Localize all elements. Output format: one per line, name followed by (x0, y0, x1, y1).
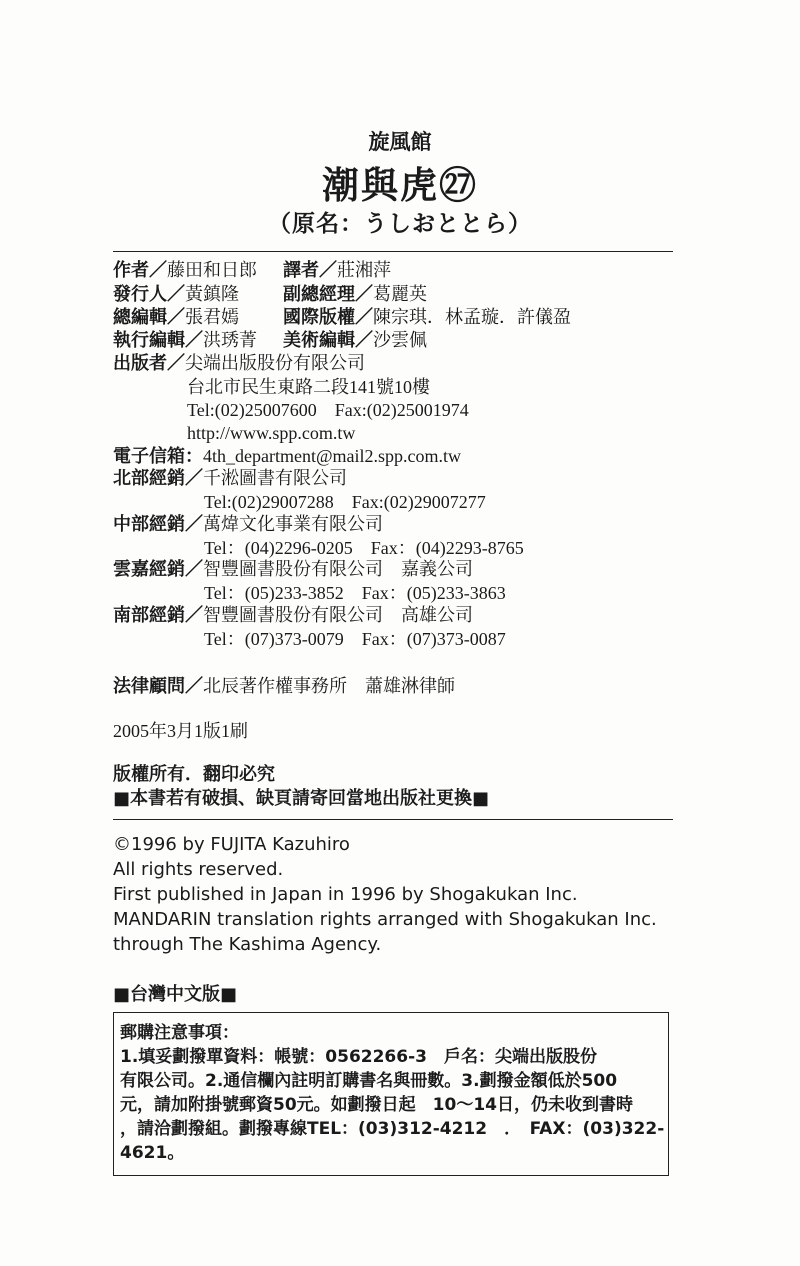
legal-value: 北辰著作權事務所 蕭雄淋律師 (203, 676, 455, 697)
credit-row-publisher (113, 353, 365, 375)
series-name: 旋風館 (368, 130, 432, 154)
mail-order-line-1: 1.填妥劃撥單資料：帳號：0562266-3 戶名：尖端出版股份 (120, 1047, 597, 1067)
publisher-website: http://www.spp.com.tw (187, 423, 356, 443)
taiwan-edition-badge: ■台灣中文版■ (113, 984, 238, 1005)
north-label: 北部經銷／ (113, 468, 203, 489)
central-distributor (113, 514, 383, 536)
north-name: 千淞圖書有限公司 (203, 468, 347, 489)
chief-editor-label: 總編輯／ (113, 307, 185, 328)
exec-editor-value: 洪琇菁 (203, 330, 257, 351)
chiayi-name: 智豐圖書股份有限公司 嘉義公司 (203, 559, 473, 580)
middle-divider (113, 819, 673, 820)
chief-editor-value: 張君嫣 (185, 307, 239, 328)
all-rights-line: All rights reserved. (113, 859, 284, 880)
north-distributor (113, 468, 347, 490)
publisher-person-value: 黃鎮隆 (185, 284, 239, 305)
mail-order-title: 郵購注意事項： (120, 1023, 239, 1043)
author-label: 作者／ (113, 260, 167, 281)
credit-row-exec-editor (113, 330, 427, 352)
translator-value: 莊湘萍 (337, 260, 391, 281)
publisher-label: 出版者／ (113, 353, 185, 374)
chiayi-tel: Tel：(05)233-3852 Fax：(05)233-3863 (204, 583, 506, 603)
deputy-gm-label: 副總經理／ (283, 284, 373, 305)
damage-notice: ■本書若有破損、缺頁請寄回當地出版社更換■ (113, 788, 490, 809)
art-editor-label: 美術編輯／ (283, 330, 373, 351)
mail-order-line-4: ，請洽劃撥組。劃撥專線TEL：(03)312-4212 ． FAX：(03)322- (120, 1119, 665, 1139)
email-label: 電子信箱： (113, 446, 203, 467)
mail-order-line-2: 有限公司。2.通信欄內註明訂購書名與冊數。3.劃撥金額低於500 (120, 1071, 618, 1091)
agency-line: through The Kashima Agency. (113, 934, 382, 955)
mail-order-line-3: 元，請加附掛號郵資50元。如劃撥日起 10～14日，仍未收到書時 (120, 1095, 633, 1115)
south-distributor (113, 605, 473, 627)
central-tel: Tel：(04)2296-0205 Fax：(04)2293-8765 (204, 538, 524, 558)
copyright-line: ©1996 by FUJITA Kazuhiro (113, 834, 350, 855)
edition-date: 2005年3月1版1刷 (113, 721, 248, 741)
exec-editor-label: 執行編輯／ (113, 330, 203, 351)
credit-row-author (113, 260, 391, 282)
credit-row-chief-editor (113, 307, 571, 329)
south-tel: Tel：(07)373-0079 Fax：(07)373-0087 (204, 629, 506, 649)
top-divider (113, 251, 673, 252)
legal-label: 法律顧問／ (113, 676, 203, 697)
south-label: 南部經銷／ (113, 605, 203, 626)
legal-counsel (113, 676, 455, 698)
art-editor-value: 沙雲佩 (373, 330, 427, 351)
translator-label: 譯者／ (283, 260, 337, 281)
intl-rights-label: 國際版權／ (283, 307, 373, 328)
rights-reserved: 版權所有．翻印必究 (113, 764, 275, 785)
publisher-person-label: 發行人／ (113, 284, 185, 305)
deputy-gm-value: 葛麗英 (373, 284, 427, 305)
first-published-line: First published in Japan in 1996 by Shogakukan Inc. (113, 884, 578, 905)
author-value: 藤田和日郎 (167, 260, 257, 281)
intl-rights-value: 陳宗琪．林孟璇．許儀盈 (373, 307, 571, 328)
publisher-tel: Tel:(02)25007600 Fax:(02)25001974 (187, 400, 469, 420)
publisher-address: 台北市民生東路二段141號10樓 (187, 377, 430, 397)
chiayi-distributor (113, 559, 473, 581)
email-value: 4th_department@mail2.spp.com.tw (203, 446, 462, 466)
north-tel: Tel:(02)29007288 Fax:(02)29007277 (204, 492, 486, 512)
credit-row-publisher-person (113, 284, 427, 306)
central-name: 萬煒文化事業有限公司 (203, 514, 383, 535)
south-name: 智豐圖書股份有限公司 高雄公司 (203, 605, 473, 626)
credit-row-email (113, 445, 461, 468)
mail-order-line-5: 4621。 (120, 1143, 185, 1163)
translation-rights-line: MANDARIN translation rights arranged with Shogakukan Inc. (113, 909, 657, 930)
book-title: 潮與虎㉗ (322, 164, 478, 207)
central-label: 中部經銷／ (113, 514, 203, 535)
chiayi-label: 雲嘉經銷／ (113, 559, 203, 580)
publisher-value: 尖端出版股份有限公司 (185, 353, 365, 374)
original-title: （原名：うしおととら） (268, 211, 532, 237)
